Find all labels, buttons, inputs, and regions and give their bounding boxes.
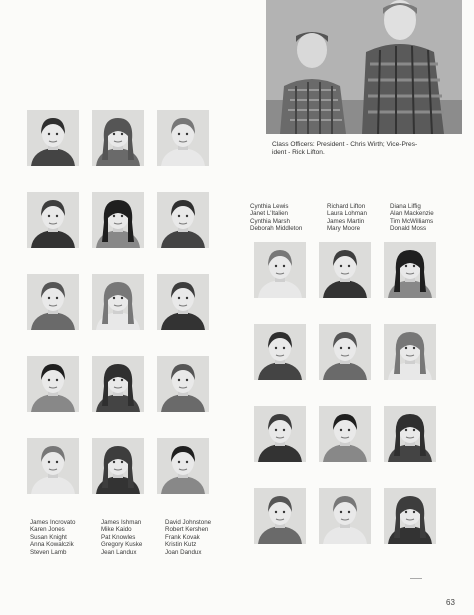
student-portrait — [27, 274, 79, 330]
name-entry: Laura Lohman — [327, 210, 367, 218]
name-entry: Deborah Middleton — [250, 225, 303, 233]
student-portrait — [27, 110, 79, 166]
name-entry: James Incrovato — [30, 519, 76, 526]
name-entry: Pat Knowles — [101, 533, 136, 541]
student-portrait — [157, 356, 209, 412]
student-portrait — [92, 192, 144, 248]
left-names-col-1 — [30, 519, 75, 556]
name-entry: Gregory Kuske — [101, 541, 143, 549]
name-entry: Joan Dandux — [165, 548, 202, 556]
name-entry: Susan Knight — [30, 533, 67, 541]
student-portrait — [157, 438, 209, 494]
student-portrait — [157, 274, 209, 330]
name-entry: Janet L'Italien — [250, 210, 288, 218]
caption-line-2: ident - Rick Lifton. — [272, 149, 325, 157]
student-portrait — [319, 488, 371, 544]
student-portrait — [254, 488, 306, 544]
student-portrait — [157, 192, 209, 248]
student-portrait — [92, 110, 144, 166]
right-names-col-3 — [390, 203, 434, 233]
student-portrait — [319, 242, 371, 298]
name-entry: Alan Mackenzie — [390, 210, 434, 218]
name-entry: James Martin — [327, 217, 365, 225]
name-entry: Mary Moore — [327, 225, 361, 233]
student-portrait — [157, 110, 209, 166]
student-portrait — [319, 406, 371, 462]
name-entry: Tim McWilliams — [390, 217, 434, 225]
page-number: 63 — [446, 598, 455, 607]
name-entry: Donald Moss — [390, 225, 427, 233]
officers-caption — [272, 141, 462, 158]
right-names-col-1 — [250, 203, 302, 233]
name-entry: Steven Lamb — [30, 548, 67, 556]
student-portrait — [27, 192, 79, 248]
student-portrait — [92, 274, 144, 330]
name-entry: Cynthia Marsh — [250, 217, 290, 225]
caption-line-1: Class Officers: President - Chris Wirth; Vice-Pres- — [272, 141, 418, 148]
name-entry: Jean Landux — [101, 548, 137, 556]
student-portrait — [319, 324, 371, 380]
name-entry: Robert Kershen — [165, 526, 209, 534]
student-portrait — [384, 406, 436, 462]
name-entry: Anna Kowalczik — [30, 541, 74, 549]
student-portrait — [27, 356, 79, 412]
student-portrait — [92, 356, 144, 412]
student-portrait — [92, 438, 144, 494]
student-portrait — [384, 488, 436, 544]
name-entry: Mike Kaido — [101, 526, 132, 534]
student-portrait — [384, 242, 436, 298]
officers-illustration — [266, 0, 462, 134]
name-entry: Karen Jones — [30, 526, 65, 534]
name-entry: James Ishman — [101, 519, 142, 526]
student-portrait — [254, 406, 306, 462]
student-portrait — [384, 324, 436, 380]
student-portrait — [27, 438, 79, 494]
divider-rule — [410, 578, 422, 579]
name-entry: Cynthia Lewis — [250, 203, 289, 210]
student-portrait — [254, 324, 306, 380]
right-names-col-2 — [327, 203, 367, 233]
name-entry: Diana Liffig — [390, 203, 421, 210]
class-officers-photo — [266, 0, 462, 134]
name-entry: Richard Lifton — [327, 203, 366, 210]
name-entry: Kristin Kutz — [165, 541, 197, 549]
left-names-col-2 — [101, 519, 142, 556]
left-names-col-3 — [165, 519, 211, 556]
student-portrait — [254, 242, 306, 298]
name-entry: Frank Kovak — [165, 533, 200, 541]
name-entry: David Johnstone — [165, 519, 212, 526]
